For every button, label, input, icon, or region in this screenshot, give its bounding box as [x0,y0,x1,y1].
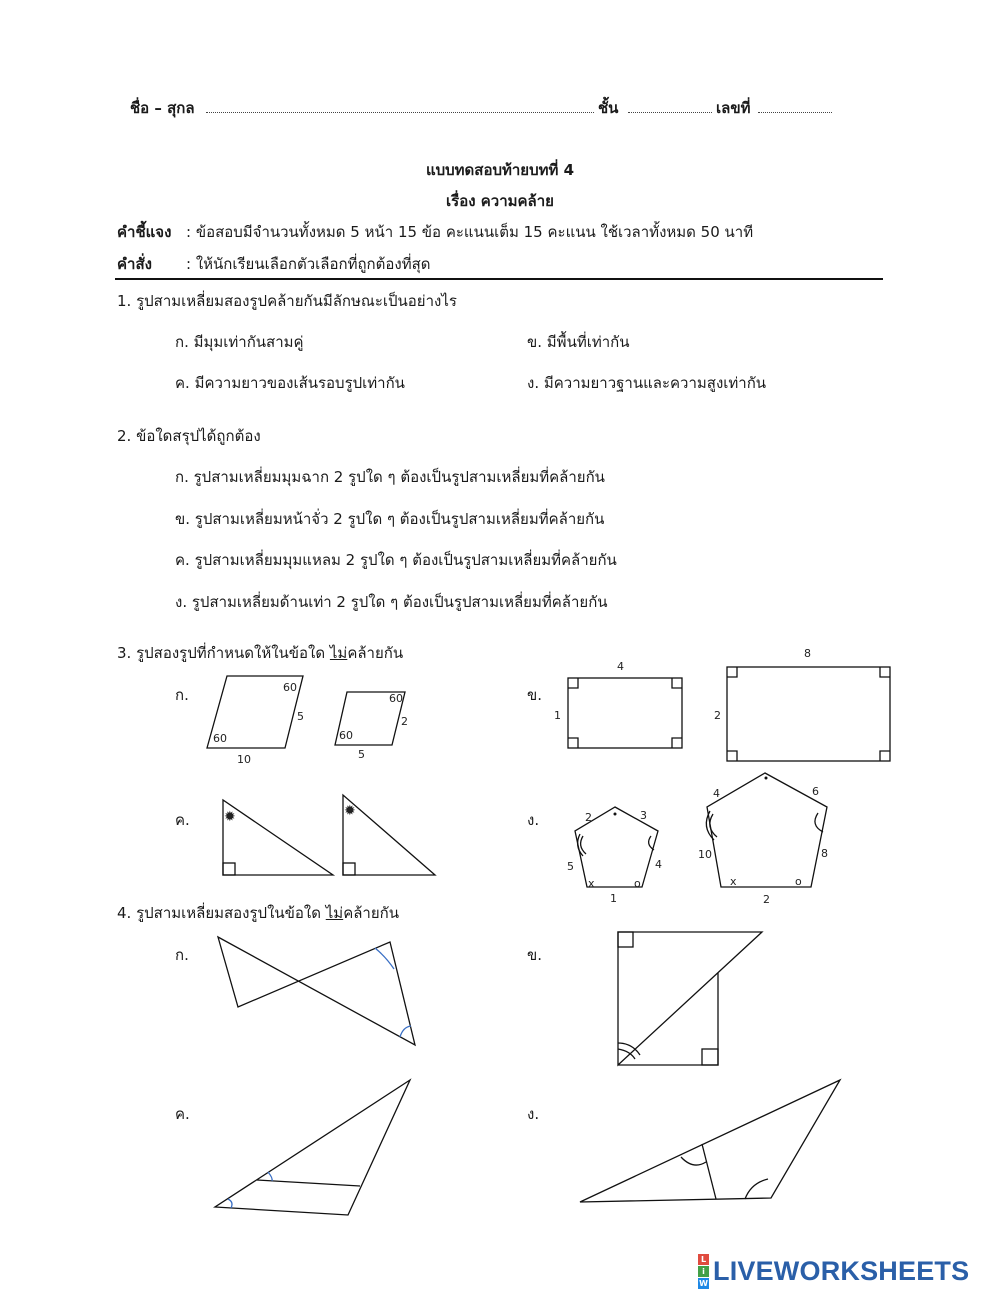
logo-block-3: W [699,1279,708,1288]
q3-question [117,641,403,665]
small-label-right: 4 [655,858,662,871]
small-label-top-left: 2 [585,811,592,824]
bowtie-angle-arc-bottom [400,1026,411,1037]
small-angle-top-label: 60 [389,692,403,705]
logo-blocks-icon [698,1254,709,1289]
right-right-triangle [343,795,435,875]
big-side-label: 5 [297,710,304,723]
big-label-left: 10 [698,848,712,861]
q2-choice-a[interactable]: ก. รูปสามเหลี่ยมมุมฉาก 2 รูปใด ๆ ต้องเป็นรูปสามเหลี่ยมที่คล้ายกัน [175,468,605,486]
big-label-right: 8 [821,847,828,860]
q2-choice-c[interactable]: ค. รูปสามเหลี่ยมมุมแหลม 2 รูปใด ๆ ต้องเป็นรูปสามเหลี่ยมที่คล้ายกัน [175,551,617,569]
number-blank[interactable] [758,112,832,113]
q1-choice-c[interactable]: ค. มีความยาวของเส้นรอบรูปเท่ากัน [175,374,405,392]
number-label: เลขที่ [716,99,751,117]
left-right-triangle [223,800,333,875]
small-label-bottom: 1 [610,892,617,905]
q4-question-suffix: คล้ายกัน [343,904,399,922]
q3-fig-b-rectangles [550,645,910,775]
big-mark-o: o [795,875,802,888]
logo-block-1: L [698,1254,709,1265]
shared-angle-arcs [618,1043,640,1059]
top-right-angle-mark [618,932,633,947]
big-rect-height-label: 2 [714,709,721,722]
q4-fig-c-triangle-segment [210,1075,420,1220]
q1-choice-a[interactable]: ก. มีมุมเท่ากันสามคู่ [175,333,304,351]
bowtie-triangles [218,937,415,1045]
q4-question-prefix: 4. รูปสามเหลี่ยมสองรูปในข้อใด [117,904,326,922]
small-mark-o: o [634,877,641,890]
q1-question: 1. รูปสามเหลี่ยมสองรูปคล้ายกันมีลักษณะเป็นอย่างไร [117,292,457,310]
small-angle-bottom-label: 60 [339,729,353,742]
class-blank[interactable] [628,112,712,113]
lower-angle-arc [228,1199,232,1208]
big-label-top-left: 4 [713,787,720,800]
page-title: แบบทดสอบท้ายบทที่ 4 [425,161,575,179]
big-angle-bottom-label: 60 [213,732,227,745]
q2-choice-b[interactable]: ข. รูปสามเหลี่ยมหน้าจั่ว 2 รูปใด ๆ ต้องเป็นรูปสามเหลี่ยมที่คล้ายกัน [175,510,605,528]
q3-question-suffix: คล้ายกัน [347,644,404,662]
big-label-top-right: 6 [812,785,819,798]
left-star-angle-mark: ✹ [224,809,236,825]
big-rectangle [727,667,890,761]
q1-choice-b[interactable]: ข. มีพื้นที่เท่ากัน [527,333,630,351]
q4-fig-d-altitude-triangle [575,1075,845,1210]
small-label-top-right: 3 [640,809,647,822]
big-pentagon-dot [765,777,768,780]
big-label-bottom: 2 [763,893,770,906]
altitude-angle-arc [681,1157,706,1165]
big-angle-top-label: 60 [283,681,297,694]
q3-choice-c[interactable]: ค. [175,811,190,829]
altitude-segment [702,1144,716,1199]
class-label: ชั้น [598,99,619,117]
q4-choice-a[interactable]: ก. [175,946,189,964]
small-pentagon-dot [614,813,617,816]
small-rect-height-label: 1 [554,709,561,722]
q4-question [117,901,399,925]
small-rect-width-label: 4 [617,660,624,673]
liveworksheets-logo[interactable] [698,1254,969,1289]
big-base-label: 10 [237,753,251,766]
right-right-angle-mark [343,863,355,875]
q2-choice-d[interactable]: ง. รูปสามเหลี่ยมด้านเท่า 2 รูปใด ๆ ต้องเป็นรูปสามเหลี่ยมที่คล้ายกัน [175,593,608,611]
small-rectangle [568,678,682,748]
outer-right-triangle [618,932,762,1065]
divider [115,278,883,280]
explain-text: : ข้อสอบมีจำนวนทั้งหมด 5 หน้า 15 ข้อ คะแนนเต็ม 15 คะแนน ใช้เวลาทั้งหมด 50 นาที [186,223,754,241]
big-pentagon [707,773,827,887]
q3-fig-d-pentagons [555,770,855,910]
bottom-right-angle-mark [702,1049,718,1065]
order-label: คำสั่ง [117,255,152,273]
big-rect-right-angle-marks [727,667,890,761]
q3-question-underline: ไม่ [329,644,348,662]
bowtie-angle-arc-top [375,948,394,969]
small-side-label: 2 [401,715,408,728]
big-mark-x: x [730,875,737,888]
order-text: : ให้นักเรียนเลือกตัวเลือกที่ถูกต้องที่สุด [186,255,431,273]
small-base-label: 5 [358,748,365,761]
q2-question: 2. ข้อใดสรุปได้ถูกต้อง [117,427,261,445]
q4-choice-c[interactable]: ค. [175,1105,190,1123]
large-triangle [215,1080,410,1215]
name-label: ชื่อ – สุกล [130,99,195,117]
upper-angle-arc [268,1172,272,1181]
q3-choice-a[interactable]: ก. [175,686,189,704]
q4-fig-a-bowtie [210,930,430,1055]
left-right-angle-mark [223,863,235,875]
small-pentagon-left-arc [578,834,586,856]
q4-choice-d[interactable]: ง. [527,1105,540,1123]
q3-choice-d[interactable]: ง. [527,811,540,829]
q3-fig-c-right-triangles [215,795,435,880]
obtuse-triangle [580,1080,840,1202]
q4-question-underline: ไม่ [325,904,344,922]
q1-choice-d[interactable]: ง. มีความยาวฐานและความสูงเท่ากัน [527,374,767,392]
q3-question-prefix: 3. รูปสองรูปที่กำหนดให้ในข้อใด [117,644,330,662]
explain-label: คำชี้แจง [117,223,172,241]
big-rect-width-label: 8 [804,647,811,660]
q4-fig-b-right-triangles [610,925,770,1070]
big-pentagon-right-arc [815,813,823,832]
q3-fig-a-parallelograms [195,665,425,775]
small-mark-x: x [588,877,595,890]
small-rect-right-angle-marks [568,678,682,748]
q4-choice-b[interactable]: ข. [527,946,543,964]
logo-text: LIVEWORKSHEETS [713,1256,970,1286]
small-label-left: 5 [567,860,574,873]
q3-choice-b[interactable]: ข. [527,686,543,704]
logo-block-2: i [698,1266,709,1277]
page-subtitle: เรื่อง ความคล้าย [446,192,554,210]
base-angle-arc [745,1179,768,1199]
right-star-angle-mark: ✹ [344,803,356,819]
name-blank[interactable] [206,112,594,113]
